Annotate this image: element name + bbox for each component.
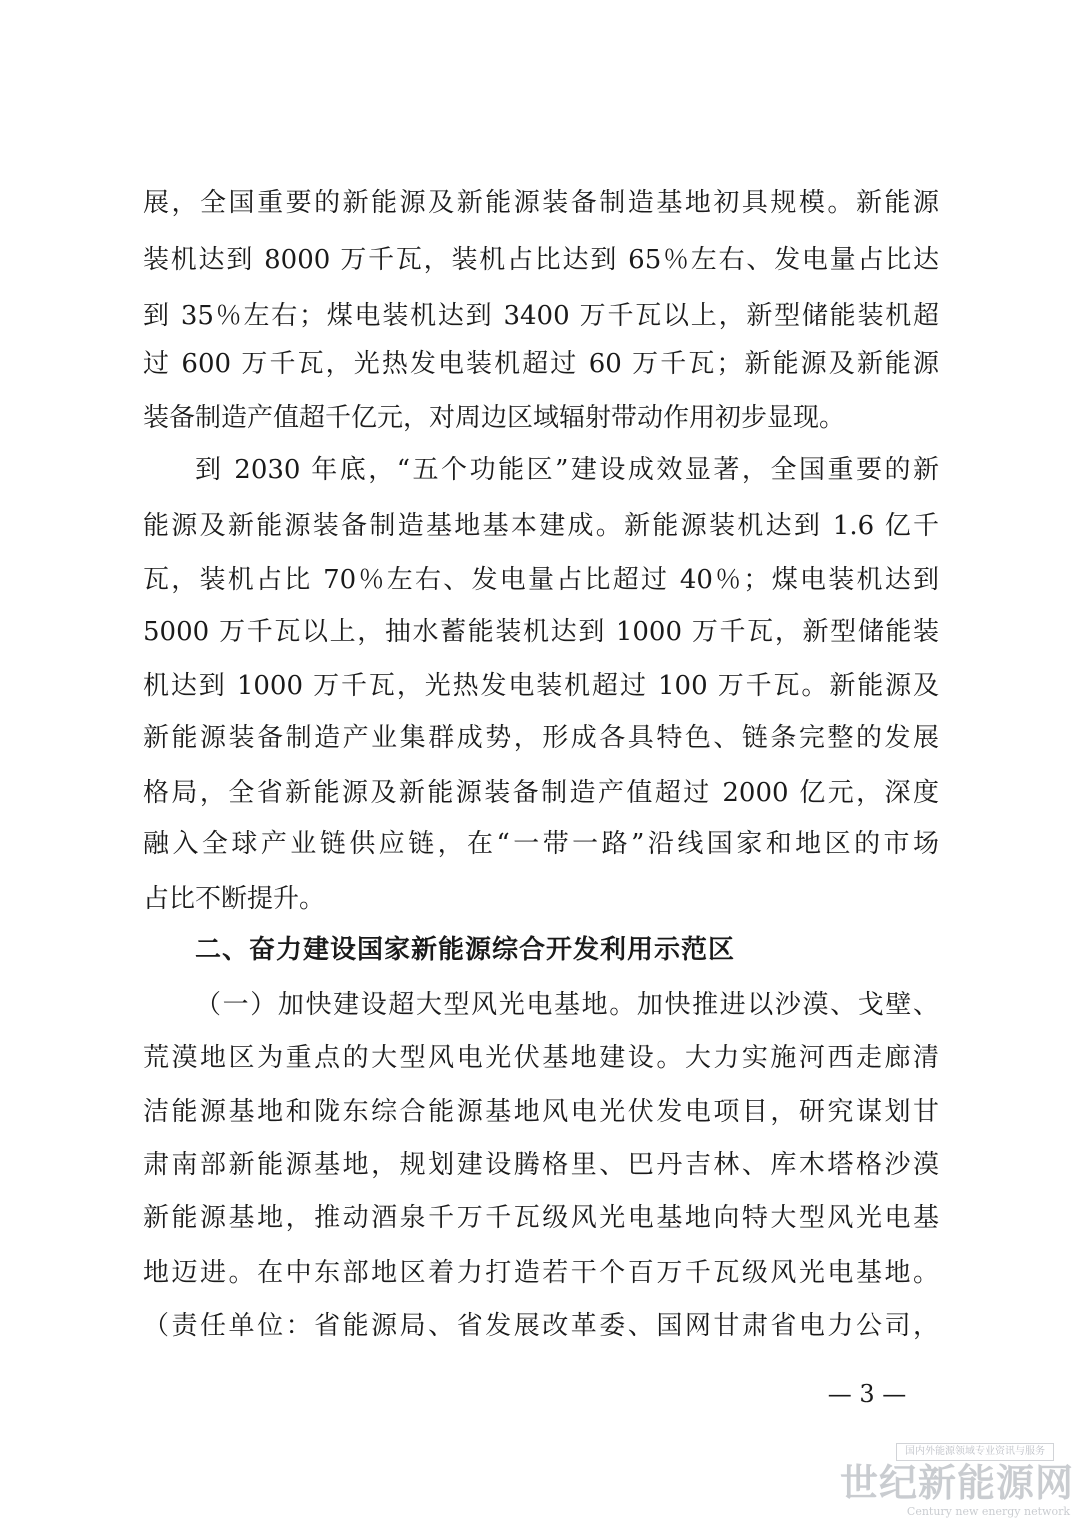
text-line: 机达到 1000 万千瓦，光热发电装机超过 100 万千瓦。新能源及 [143, 671, 939, 701]
text-line: 地迈进。在中东部地区着力打造若干个百万千瓦级风光电基地。 [143, 1258, 939, 1288]
text-line: 洁能源基地和陇东综合能源基地风电光伏发电项目，研究谋划甘 [143, 1097, 939, 1127]
section-heading: 二、奋力建设国家新能源综合开发利用示范区 [195, 935, 736, 965]
text-line: 荒漠地区为重点的大型风电光伏基地建设。大力实施河西走廊清 [143, 1043, 939, 1073]
watermark-logo [840, 1425, 1075, 1520]
text-line: 5000 万千瓦以上，抽水蓄能装机达到 1000 万千瓦，新型储能装 [143, 617, 939, 647]
watermark-subtitle: Century new energy network [906, 1505, 1070, 1518]
text-line: （责任单位：省能源局、省发展改革委、国网甘肃省电力公司， [143, 1311, 939, 1341]
page-number: — 3 — [827, 1380, 907, 1408]
text-line: 展，全国重要的新能源及新能源装备制造基地初具规模。新能源 [143, 188, 939, 218]
watermark-banner: 国内外能源领域专业资讯与服务 [896, 1443, 1054, 1461]
text-line: 瓦，装机占比 70％左右、发电量占比超过 40％；煤电装机达到 [143, 565, 939, 595]
text-line: 能源及新能源装备制造基地基本建成。新能源装机达到 1.6 亿千 [143, 511, 939, 541]
text-line: 装备制造产值超千亿元，对周边区域辐射带动作用初步显现。 [143, 403, 846, 433]
text-line: 到 35％左右；煤电装机达到 3400 万千瓦以上，新型储能装机超 [143, 301, 939, 331]
text-line: 过 600 万千瓦，光热发电装机超过 60 万千瓦；新能源及新能源 [143, 349, 939, 379]
watermark-logo-text: 世纪新能源网 [840, 1461, 1075, 1505]
text-line: 装机达到 8000 万千瓦，装机占比达到 65％左右、发电量占比达 [143, 245, 939, 275]
text-line: 新能源基地，推动酒泉千万千瓦级风光电基地向特大型风光电基 [143, 1203, 939, 1233]
subsection-first-line: （一）加快建设超大型风光电基地。加快推进以沙漠、戈壁、 [195, 990, 939, 1020]
paragraph-first-line: 到 2030 年底，“五个功能区”建设成效显著，全国重要的新 [195, 455, 939, 485]
text-line: 肃南部新能源基地，规划建设腾格里、巴丹吉林、库木塔格沙漠 [143, 1150, 939, 1180]
text-line: 新能源装备制造产业集群成势，形成各具特色、链条完整的发展 [143, 723, 939, 753]
text-line: 格局，全省新能源及新能源装备制造产值超过 2000 亿元，深度 [143, 778, 939, 808]
text-line: 融入全球产业链供应链，在“一带一路”沿线国家和地区的市场 [143, 829, 939, 859]
text-line: 占比不断提升。 [143, 884, 326, 914]
